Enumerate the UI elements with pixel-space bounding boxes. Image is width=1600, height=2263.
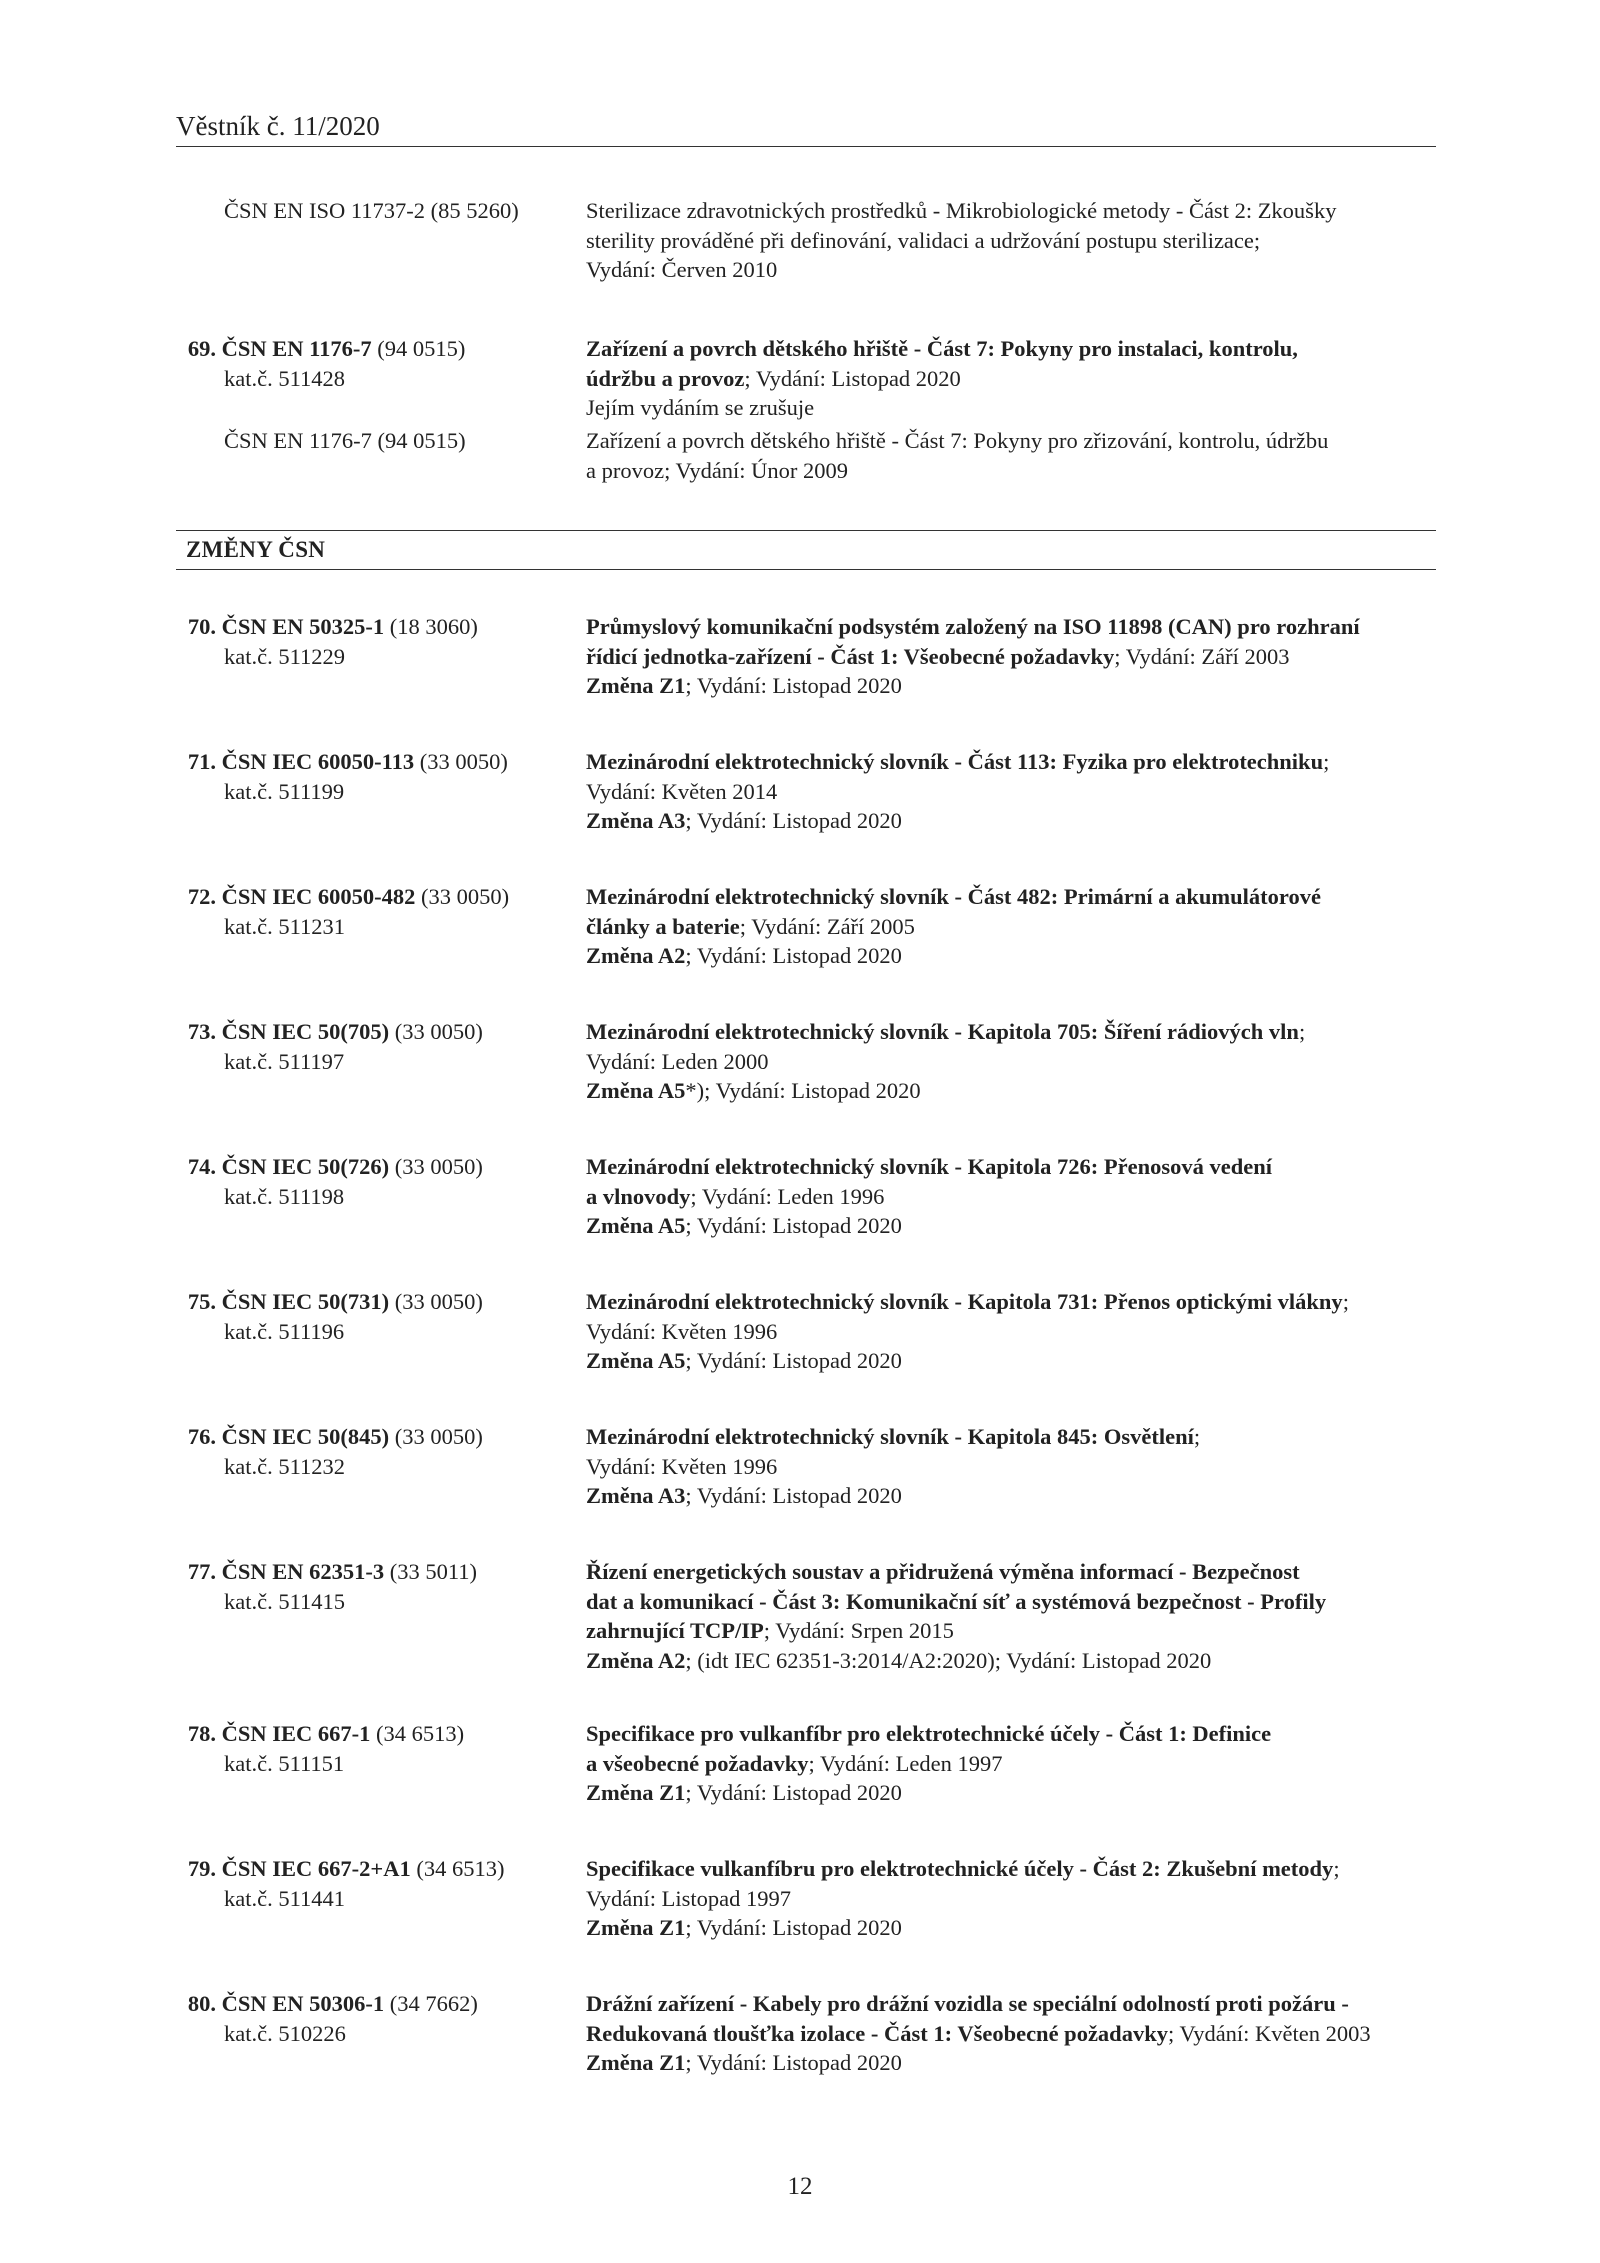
- standard-title-cell: [586, 334, 1436, 423]
- standard-title-cell: [586, 1719, 1436, 1854]
- catalog-number: kat.č. 511151: [224, 1750, 345, 1776]
- catalog-number: kat.č. 511231: [224, 913, 346, 939]
- title-line: Zařízení a povrch dětského hřiště - Část 7: Pokyny pro zřizování, kontrolu, údržbu: [586, 428, 1329, 453]
- standard-code-line: [176, 1989, 586, 2019]
- standard-code: ČSN EN 62351-3: [221, 1559, 385, 1584]
- standard-code-line: [176, 1557, 586, 1587]
- standard-code: ČSN IEC 50(726): [221, 1154, 390, 1179]
- standard-title-cell: [586, 747, 1436, 882]
- standard-code: ČSN IEC 50(705): [221, 1019, 390, 1044]
- standard-title-cell: [586, 1152, 1436, 1287]
- standard-code-cell: [176, 1557, 586, 1719]
- title-line: Mezinárodní elektrotechnický slovník - Část 482: Primární a akumulátorové: [586, 884, 1321, 909]
- standard-class: (34 7662): [384, 1991, 478, 2016]
- standard-code-line: [176, 1152, 586, 1182]
- title-line: Vydání: Květen 1996: [586, 1318, 778, 1344]
- standard-code: ČSN IEC 50(845): [221, 1424, 390, 1449]
- replaced-standard-block: [176, 196, 1436, 285]
- entry-number: 75.: [187, 1289, 216, 1314]
- standard-title-cell: [586, 1557, 1436, 1719]
- standard-title-cell: [586, 882, 1436, 1017]
- standard-code-cell: [176, 747, 586, 882]
- standard-code-line: [176, 882, 586, 912]
- title-line: Změna A3; Vydání: Listopad 2020: [586, 808, 902, 833]
- standard-code-cell: [176, 334, 586, 423]
- section-title: ZMĚNY ČSN: [186, 537, 326, 562]
- standard-class: (94 0515): [371, 336, 466, 361]
- title-line: Mezinárodní elektrotechnický slovník - Kapitola 731: Přenos optickými vlákny;: [586, 1289, 1349, 1314]
- catalog-number: kat.č. 511198: [224, 1183, 345, 1209]
- standard-code-cell: [176, 1854, 586, 1989]
- standard-code-line: [176, 1719, 586, 1749]
- entry-number: 72.: [187, 884, 216, 909]
- catalog-number: kat.č. 511232: [224, 1453, 346, 1479]
- replaced-standard-title-cell: [586, 196, 1436, 285]
- standard-entry: [176, 1287, 1436, 1422]
- standard-title-cell: [586, 612, 1436, 747]
- title-line: Změna A2; (idt IEC 62351-3:2014/A2:2020); Vydání: Listopad 2020: [586, 1647, 1212, 1673]
- bulletin-title: Věstník č. 11/2020: [176, 111, 380, 141]
- title-line: Změna Z1; Vydání: Listopad 2020: [586, 2050, 902, 2075]
- title-line: Vydání: Květen 2014: [586, 778, 778, 804]
- catalog-number: kat.č. 511428: [224, 365, 346, 391]
- standard-class: (33 0050): [389, 1019, 483, 1044]
- title-line: a všeobecné požadavky; Vydání: Leden 1997: [586, 1750, 1003, 1776]
- standard-entry: [176, 1017, 1436, 1152]
- standard-entry: [176, 612, 1436, 747]
- title-line: Změna Z1; Vydání: Listopad 2020: [586, 1915, 902, 1940]
- catalog-number: kat.č. 511197: [224, 1048, 345, 1074]
- standard-class: (18 3060): [384, 614, 478, 639]
- title-line: a provoz; Vydání: Únor 2009: [586, 457, 849, 483]
- standard-code-cell: [176, 1152, 586, 1287]
- entry-number: 69.: [187, 336, 216, 361]
- replaced-standard-block: [176, 426, 1436, 485]
- standard-code-line: [176, 1017, 586, 1047]
- standard-title-cell: [586, 1287, 1436, 1422]
- standard-class: (33 0050): [389, 1289, 483, 1314]
- standard-code: ČSN IEC 60050-113: [221, 749, 415, 774]
- title-line: Drážní zařízení - Kabely pro drážní vozidla se speciální odolností proti požáru -: [586, 1991, 1349, 2016]
- entry-number: 71.: [187, 749, 216, 774]
- standard-code: ČSN EN 50325-1: [221, 614, 385, 639]
- title-line: a vlnovody; Vydání: Leden 1996: [586, 1183, 885, 1209]
- standard-code-cell: [176, 1719, 586, 1854]
- title-line: Změna A5; Vydání: Listopad 2020: [586, 1213, 902, 1238]
- catalog-number: kat.č. 511229: [224, 643, 346, 669]
- header-rule: [176, 146, 1436, 147]
- entry-number: 78.: [187, 1721, 216, 1746]
- standard-code: ČSN IEC 667-1: [221, 1721, 371, 1746]
- catalog-number: kat.č. 510226: [224, 2020, 346, 2046]
- amendments-list: [176, 612, 1436, 2124]
- entry-number: 77.: [187, 1559, 216, 1584]
- standard-code: ČSN IEC 50(731): [221, 1289, 390, 1314]
- standard-code-line: [176, 334, 586, 364]
- title-line: Vydání: Červen 2010: [586, 257, 778, 282]
- entry-number: 76.: [187, 1424, 216, 1449]
- standard-code-line: [176, 1854, 586, 1884]
- title-line: Mezinárodní elektrotechnický slovník - Kapitola 705: Šíření rádiových vln;: [586, 1019, 1306, 1044]
- entry-number: 73.: [187, 1019, 216, 1044]
- standard-code-cell: [176, 612, 586, 747]
- title-line: Redukovaná tloušťka izolace - Část 1: Všeobecné požadavky; Vydání: Květen 2003: [586, 2020, 1371, 2046]
- standard-title-cell: [586, 1854, 1436, 1989]
- standard-entry: [176, 1989, 1436, 2124]
- replaced-standard-code-cell: [176, 426, 586, 485]
- title-line: Mezinárodní elektrotechnický slovník - Část 113: Fyzika pro elektrotechniku;: [586, 749, 1330, 774]
- standard-title-cell: [586, 1989, 1436, 2124]
- standard-code-cell: [176, 1017, 586, 1152]
- standard-entry: [176, 1719, 1436, 1854]
- title-line: Změna A3; Vydání: Listopad 2020: [586, 1483, 902, 1508]
- standard-code-cell: [176, 882, 586, 1017]
- title-line: Vydání: Leden 2000: [586, 1048, 769, 1074]
- standard-entry: [176, 747, 1436, 882]
- title-line: dat a komunikací - Část 3: Komunikační síť a systémová bezpečnost - Profily: [586, 1588, 1327, 1614]
- standard-class: (33 5011): [384, 1559, 478, 1584]
- title-line: Změna Z1; Vydání: Listopad 2020: [586, 673, 902, 698]
- standard-class: (33 0050): [389, 1424, 483, 1449]
- title-line: údržbu a provoz; Vydání: Listopad 2020: [586, 365, 961, 391]
- standard-title-cell: [586, 1422, 1436, 1557]
- entry-number: 70.: [187, 614, 216, 639]
- title-line: Změna A5*); Vydání: Listopad 2020: [586, 1078, 921, 1103]
- standard-class: (33 0050): [414, 749, 508, 774]
- catalog-number: kat.č. 511196: [224, 1318, 345, 1344]
- page-number: 12: [787, 2173, 813, 2200]
- title-line: Zařízení a povrch dětského hřiště - Část 7: Pokyny pro instalaci, kontrolu,: [586, 336, 1298, 361]
- title-line: Sterilizace zdravotnických prostředků - Mikrobiologické metody - Část 2: Zkoušky: [586, 198, 1337, 223]
- replaced-standard-code: ČSN EN 1176-7 (94 0515): [224, 428, 466, 453]
- replaced-standard-title-cell: [586, 426, 1436, 485]
- standard-code-cell: [176, 1287, 586, 1422]
- replaced-standard-code-cell: [176, 196, 586, 285]
- standard-code-cell: [176, 1422, 586, 1557]
- title-line: Mezinárodní elektrotechnický slovník - Kapitola 726: Přenosová vedení: [586, 1154, 1273, 1179]
- entry-number: 74.: [187, 1154, 216, 1179]
- entry-number: 80.: [187, 1991, 216, 2016]
- standard-code-cell: [176, 1989, 586, 2124]
- standard-title-cell: [586, 1017, 1436, 1152]
- standard-code: ČSN EN 1176-7: [221, 336, 372, 361]
- standard-code: ČSN IEC 667-2+A1: [221, 1856, 411, 1881]
- standard-code-line: [176, 747, 586, 777]
- standard-code: ČSN EN 50306-1: [221, 1991, 385, 2016]
- replaced-standard-code: ČSN EN ISO 11737-2 (85 5260): [224, 198, 519, 223]
- standard-entry: [176, 1557, 1436, 1719]
- title-line: řídicí jednotka-zařízení - Část 1: Všeobecné požadavky; Vydání: Září 2003: [586, 643, 1290, 669]
- page-header: [176, 108, 1436, 144]
- standard-entry-69: [176, 334, 1436, 423]
- standard-code-line: [176, 1422, 586, 1452]
- standard-code-line: [176, 1287, 586, 1317]
- catalog-number: kat.č. 511415: [224, 1588, 346, 1614]
- title-line: Průmyslový komunikační podsystém založený na ISO 11898 (CAN) pro rozhraní: [586, 614, 1360, 639]
- standard-code-line: [176, 612, 586, 642]
- standard-entry: [176, 1854, 1436, 1989]
- title-line: sterility prováděné při definování, validaci a udržování postupu sterilizace;: [586, 227, 1261, 253]
- title-line: Řízení energetických soustav a přidružená výměna informací - Bezpečnost: [586, 1559, 1300, 1584]
- repeal-note: Jejím vydáním se zrušuje: [586, 395, 815, 420]
- catalog-number: kat.č. 511199: [224, 778, 345, 804]
- standard-class: (34 6513): [410, 1856, 505, 1881]
- standard-code: ČSN IEC 60050-482: [221, 884, 416, 909]
- standard-entry: [176, 1422, 1436, 1557]
- standard-class: (33 0050): [415, 884, 510, 909]
- title-line: Vydání: Květen 1996: [586, 1453, 778, 1479]
- title-line: Změna A2; Vydání: Listopad 2020: [586, 943, 902, 968]
- standard-class: (33 0050): [389, 1154, 483, 1179]
- title-line: Změna A5; Vydání: Listopad 2020: [586, 1348, 902, 1373]
- title-line: články a baterie; Vydání: Září 2005: [586, 913, 915, 939]
- section-header: [176, 530, 1436, 570]
- title-line: Specifikace pro vulkanfíbr pro elektrotechnické účely - Část 1: Definice: [586, 1721, 1272, 1746]
- standard-class: (34 6513): [370, 1721, 465, 1746]
- entry-number: 79.: [187, 1856, 216, 1881]
- title-line: Změna Z1; Vydání: Listopad 2020: [586, 1780, 902, 1805]
- title-line: Mezinárodní elektrotechnický slovník - Kapitola 845: Osvětlení;: [586, 1424, 1201, 1449]
- standard-entry: [176, 882, 1436, 1017]
- title-line: zahrnující TCP/IP; Vydání: Srpen 2015: [586, 1618, 954, 1643]
- title-line: Specifikace vulkanfíbru pro elektrotechnické účely - Část 2: Zkušební metody;: [586, 1856, 1340, 1881]
- title-line: Vydání: Listopad 1997: [586, 1885, 791, 1911]
- catalog-number: kat.č. 511441: [224, 1885, 346, 1911]
- standard-entry: [176, 1152, 1436, 1287]
